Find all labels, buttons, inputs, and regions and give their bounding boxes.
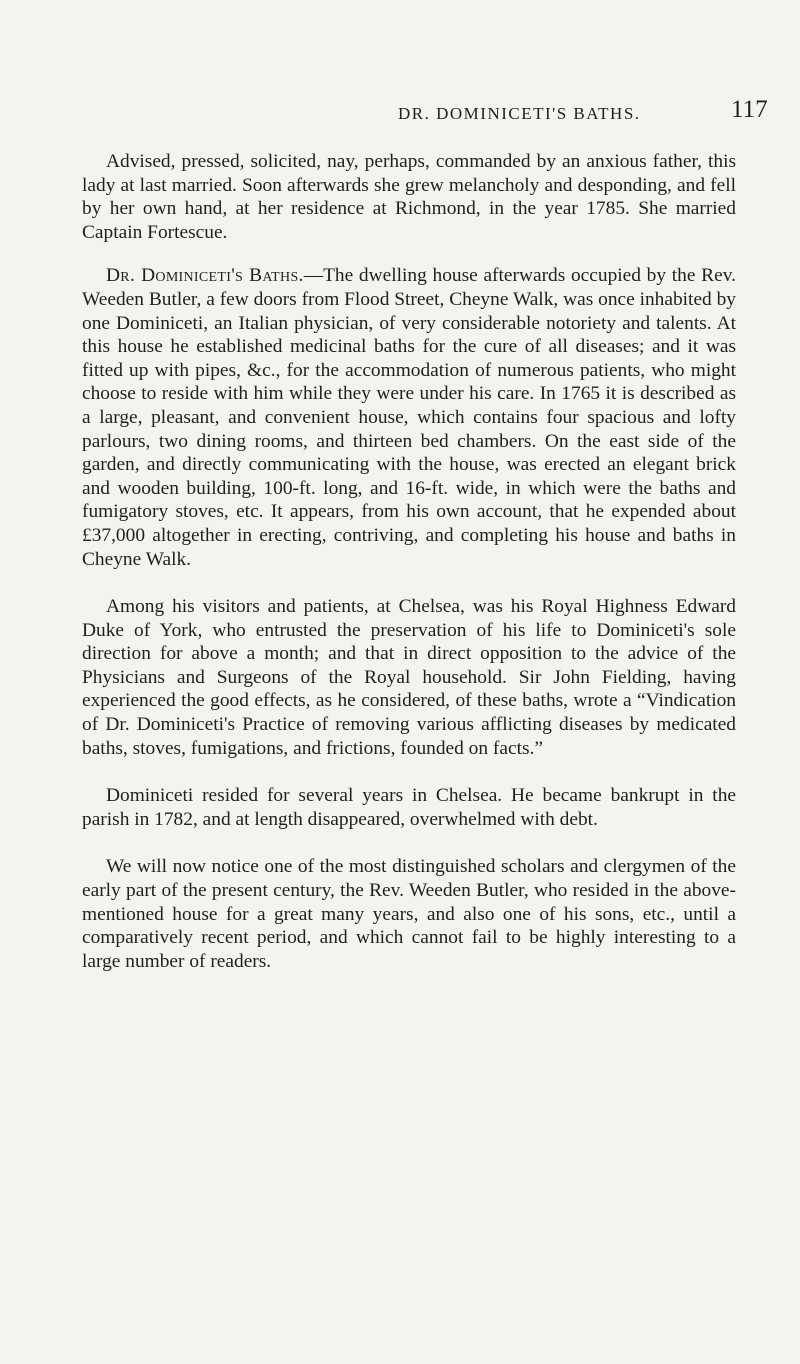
paragraph-duke-of-york <box>82 595 736 760</box>
paragraph-bankruptcy <box>82 784 736 831</box>
paragraph-text: Among his visitors and patients, at Chelsea, was his Royal Highness Edward Duke of York, who entrusted the preservation of his life to Dominiceti's sole direction for above a month; and that in direct opposition to the advice of the Physicians and Surgeons of the Royal household. Sir John Fielding, having experienced the good effects, as he considered, of these baths, wrote a “Vindication of Dr. Dominiceti's Practice of removing various afflicting diseases by medicated baths, stoves, fumigations, and frictions, founded on facts.” <box>82 596 736 759</box>
paragraph-text: Advised, pressed, solicited, nay, perhaps, commanded by an anxious father, this lady at last married. Soon afterwards she grew melancholy and desponding, and fell by her own hand, at her residence at Richmond, in the year 1785. She married Captain Fortescue. <box>82 151 736 243</box>
paragraph-dominiceti-baths <box>82 264 736 571</box>
paragraph-text: Dominiceti resided for several years in Chelsea. He became bankrupt in the parish in 1782, and at length disappeared, overwhelmed with debt. <box>82 785 736 830</box>
body-text <box>82 150 736 973</box>
paragraph-fortescue <box>82 150 736 244</box>
running-head: DR. DOMINICETI'S BATHS. <box>398 104 641 123</box>
paragraph-text: —The dwelling house afterwards occupied by the Rev. Weeden Butler, a few doors from Flood Street, Cheyne Walk, was once inhabited by one Dominiceti, an Italian physician, of very considerable notoriety and talents. At this house he established medicinal baths for the cure of all diseases; and it was fitted up with pipes, &c., for the accommodation of numerous patients, who might choose to reside with him while they were under his care. In 1765 it is described as a large, pleasant, and convenient house, which contains four spacious and lofty parlours, two dining rooms, and thirteen bed chambers. On the east side of the garden, and directly communicating with the house, was erected an elegant brick and wooden building, 100-ft. long, and 16-ft. wide, in which were the baths and fumigatory stoves, etc. It appears, from his own account, that he expended about £37,000 altogether in erecting, contriving, and completing his house and baths in Cheyne Walk. <box>82 265 737 570</box>
paragraph-weeden-butler <box>82 855 736 973</box>
page-number: 117 <box>731 96 768 123</box>
section-heading: Dr. Dominiceti's Baths. <box>106 265 304 287</box>
paragraph-text: We will now notice one of the most distinguished scholars and clergymen of the early part of the present century, the Rev. Weeden Butler, who resided in the above-mentioned house for a great many years, and also one of his sons, etc., until a comparatively recent period, and which cannot fail to be highly interesting to a large number of readers. <box>82 856 736 972</box>
